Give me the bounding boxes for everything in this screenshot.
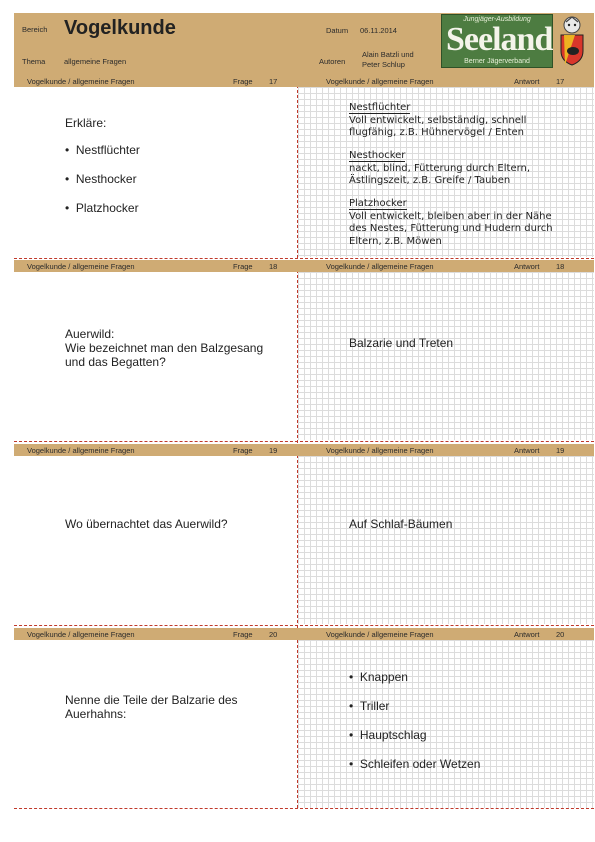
page-header <box>14 13 594 75</box>
seeland-logo <box>441 14 553 68</box>
card-number-right: 17 <box>556 77 565 86</box>
answer-list-item: • Triller <box>349 699 390 713</box>
bullet-item: • Nesthocker <box>65 172 137 186</box>
card-19-question <box>14 456 297 624</box>
card-18-question <box>14 272 297 440</box>
answer-block: Platzhocker Voll entwickelt, bleiben aber in der Nähe des Nestes, Fütterung und Hudern durch Eltern, z.B. Möwen <box>349 198 553 247</box>
card-17-answer <box>298 87 594 257</box>
card-number-right: 18 <box>556 262 565 271</box>
logo-top-text: Jungjäger-Ausbildung <box>463 16 531 23</box>
datum-label: Datum <box>326 26 349 35</box>
horizontal-cut-line <box>14 625 594 626</box>
answer-term: Platzhocker <box>349 198 407 209</box>
card-19-band <box>14 444 594 456</box>
question-text: Wo übernachtet das Auerwild? <box>65 517 228 531</box>
answer-list-item: • Hauptschlag <box>349 728 427 742</box>
antwort-label: Antwort <box>514 446 540 455</box>
bern-crest-icon <box>553 13 591 67</box>
card-19-answer <box>298 456 594 624</box>
card-band-title: Vogelkunde / allgemeine Fragen <box>27 630 135 639</box>
question-text: Erkläre: <box>65 116 107 130</box>
answer-list-item: • Knappen <box>349 670 408 684</box>
card-20-answer <box>298 640 594 808</box>
answer-block: Nesthocker nackt, blind, Fütterung durch Eltern, Ästlingszeit, z.B. Greife / Tauben <box>349 150 531 186</box>
thema-value: allgemeine Fragen <box>64 57 127 66</box>
question-text: Auerwild: Wie bezeichnet man den Balzgesang und das Begatten? <box>65 327 264 369</box>
frage-label: Frage <box>233 262 253 271</box>
frage-label: Frage <box>233 446 253 455</box>
answer-text: Auf Schlaf-Bäumen <box>349 517 453 531</box>
frage-label: Frage <box>233 630 253 639</box>
answer-term: Nesthocker <box>349 150 406 161</box>
horizontal-cut-line <box>14 808 594 809</box>
card-number-right: 20 <box>556 630 565 639</box>
antwort-label: Antwort <box>514 630 540 639</box>
logo-sub-text: Berner Jägerverband <box>464 58 530 65</box>
card-20-question <box>14 640 297 808</box>
frage-label: Frage <box>233 77 253 86</box>
card-band-title: Vogelkunde / allgemeine Fragen <box>27 77 135 86</box>
answer-block: Nestflüchter Voll entwickelt, selbständig, schnell flugfähig, z.B. Hühnervögel / Enten <box>349 102 527 138</box>
answer-list-item: • Schleifen oder Wetzen <box>349 757 481 771</box>
autoren-line-1: Alain Batzli und <box>362 50 414 59</box>
answer-term: Nestflüchter <box>349 102 411 113</box>
page-title: Vogelkunde <box>64 17 176 39</box>
card-17-band <box>14 75 594 87</box>
horizontal-cut-line <box>14 258 594 259</box>
card-number: 20 <box>269 630 278 639</box>
bullet-item: • Nestflüchter <box>65 143 140 157</box>
card-20-band <box>14 628 594 640</box>
bereich-label: Bereich <box>22 25 48 34</box>
card-band-title: Vogelkunde / allgemeine Fragen <box>27 446 135 455</box>
card-band-title-right: Vogelkunde / allgemeine Fragen <box>326 262 434 271</box>
card-band-title: Vogelkunde / allgemeine Fragen <box>27 262 135 271</box>
card-18-band <box>14 260 594 272</box>
card-band-title-right: Vogelkunde / allgemeine Fragen <box>326 446 434 455</box>
card-number: 18 <box>269 262 278 271</box>
card-band-title-right: Vogelkunde / allgemeine Fragen <box>326 630 434 639</box>
autoren-label: Autoren <box>319 57 346 66</box>
card-number: 17 <box>269 77 278 86</box>
card-18-answer <box>298 272 594 440</box>
datum-value: 06.11.2014 <box>360 26 397 35</box>
thema-label: Thema <box>22 57 46 66</box>
card-number: 19 <box>269 446 278 455</box>
autoren-line-2: Peter Schlup <box>362 60 405 69</box>
question-text: Nenne die Teile der Balzarie des Auerhahns: <box>65 693 238 721</box>
answer-text: Balzarie und Treten <box>349 336 454 350</box>
antwort-label: Antwort <box>514 262 540 271</box>
card-17-question <box>14 87 297 257</box>
bullet-item: • Platzhocker <box>65 201 139 215</box>
card-band-title-right: Vogelkunde / allgemeine Fragen <box>326 77 434 86</box>
antwort-label: Antwort <box>514 77 540 86</box>
horizontal-cut-line <box>14 441 594 442</box>
logo-main-text: Seeland <box>446 21 553 58</box>
card-number-right: 19 <box>556 446 565 455</box>
